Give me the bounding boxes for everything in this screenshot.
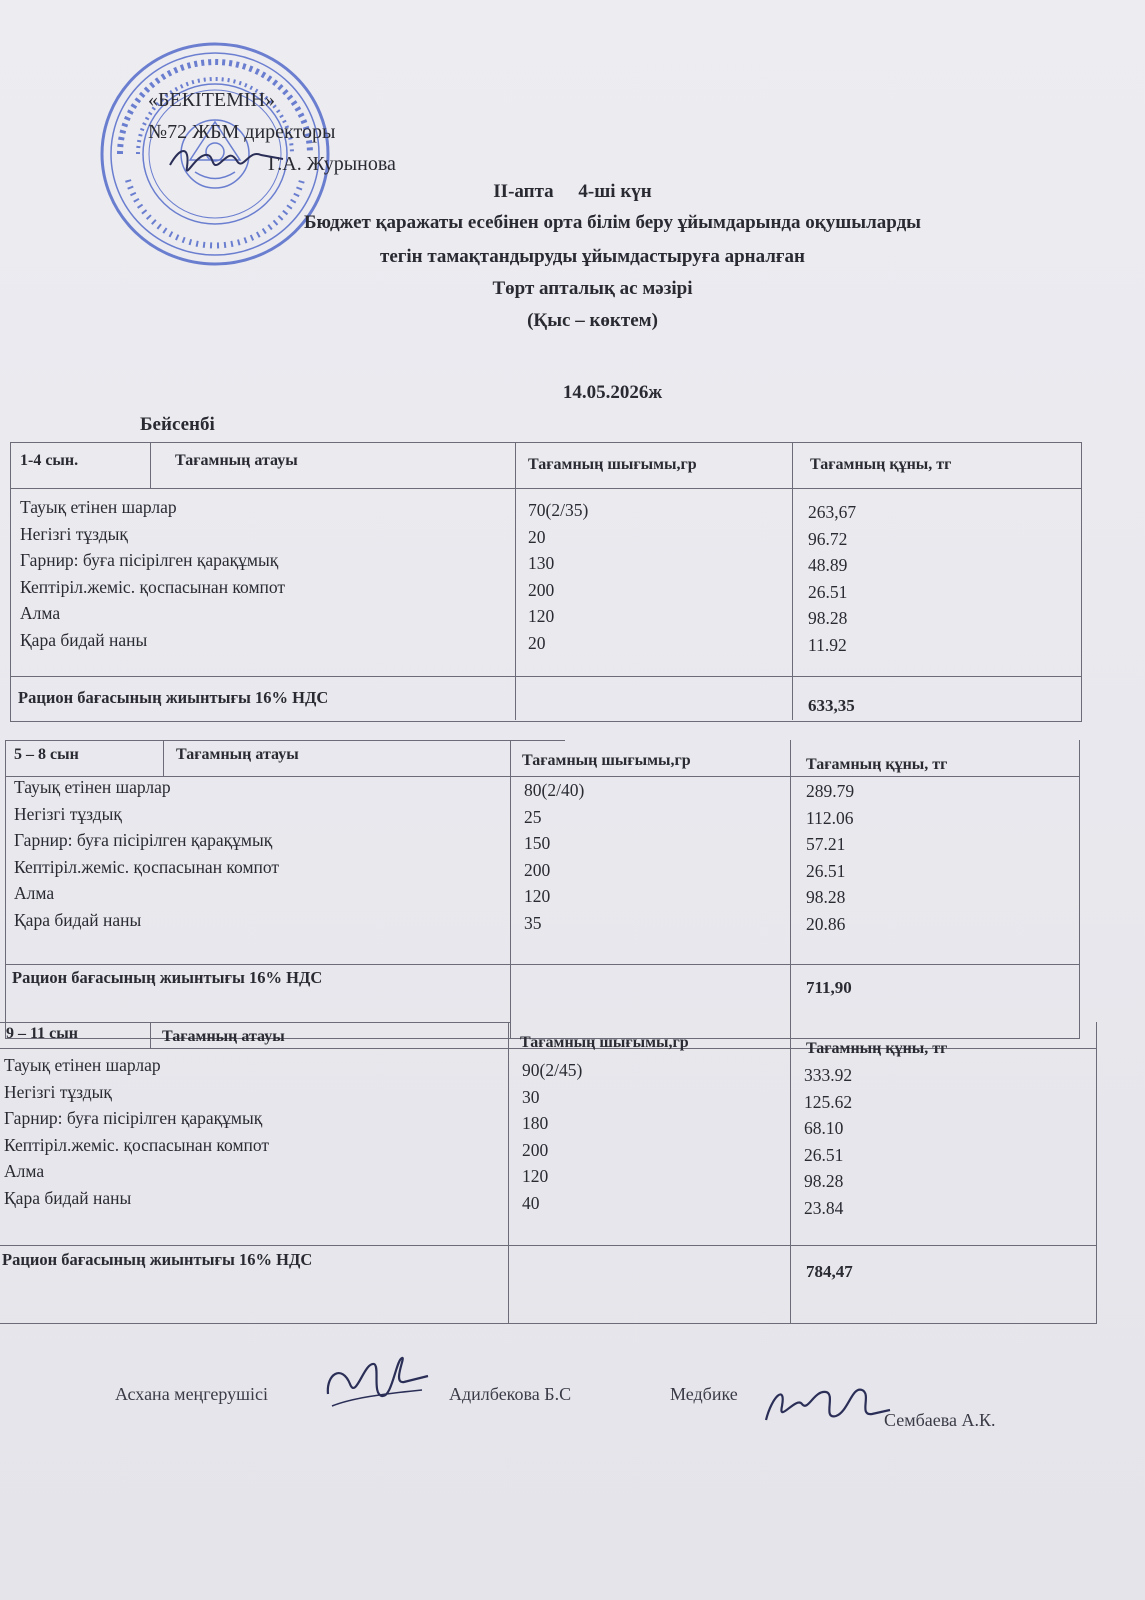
nurse-signature	[762, 1376, 892, 1436]
dish-price: 26.51	[804, 1144, 844, 1165]
dish-yield: 200	[522, 1139, 549, 1160]
dish-name: Негізгі тұздық	[4, 1081, 112, 1102]
dish-name: Алма	[14, 883, 55, 903]
total-value: 711,90	[806, 978, 852, 997]
dish-yield: 150	[524, 833, 551, 853]
dish-yield: 130	[528, 553, 555, 573]
dish-name: Тауық етінен шарлар	[4, 1055, 161, 1075]
dish-price: 333.92	[804, 1065, 853, 1085]
dish-yield: 30	[522, 1086, 540, 1107]
dish-yield: 200	[528, 579, 555, 600]
dish-yield: 40	[522, 1192, 540, 1213]
kitchen-manager-signature	[322, 1354, 432, 1420]
dish-price: 98.28	[804, 1171, 844, 1191]
dish-name: Қара бидай наны	[14, 909, 142, 930]
menu-date: 14.05.2026ж	[562, 382, 663, 403]
dish-price: 23.84	[804, 1197, 844, 1218]
dish-name: Кептіріл.жеміс. қоспасынан компот	[20, 576, 286, 597]
dish-price: 125.62	[804, 1091, 853, 1112]
dish-name: Кептіріл.жеміс. қоспасынан компот	[14, 856, 280, 877]
week-label: II-апта	[493, 181, 554, 202]
group-label: 5 – 8 сын	[14, 746, 79, 763]
header-yield: Тағамның шығымы,гр	[522, 752, 691, 769]
total-label: Рацион бағасының жиынтығы 16% НДС	[2, 1250, 313, 1269]
header-price: Тағамның құны, тг	[806, 1040, 948, 1057]
heading-line-2: тегін тамақтандыруды ұйымдастыруға арналған	[379, 246, 805, 267]
dish-price: 98.28	[808, 608, 848, 628]
header-price: Тағамның құны, тг	[806, 756, 948, 773]
dish-yield: 200	[524, 859, 551, 880]
dish-price: 263,67	[808, 502, 857, 522]
dish-price: 96.72	[808, 528, 848, 549]
header-yield: Тағамның шығымы,гр	[520, 1034, 689, 1051]
dish-price: 112.06	[806, 807, 854, 828]
kitchen-manager-name: Адилбекова Б.С	[449, 1384, 572, 1404]
heading-line-4: (Қыс – көктем)	[527, 310, 658, 331]
header-yield: Тағамның шығымы,гр	[528, 456, 697, 473]
nurse-label: Медбике	[670, 1384, 738, 1404]
dish-name: Гарнир: буға пісірілген қарақұмық	[20, 550, 279, 570]
dish-name: Кептіріл.жеміс. қоспасынан компот	[4, 1134, 270, 1155]
dish-name: Қара бидай наны	[4, 1187, 132, 1208]
weekday: Бейсенбі	[140, 414, 215, 435]
dish-yield: 90(2/45)	[522, 1060, 583, 1080]
dish-name: Негізгі тұздық	[20, 523, 128, 544]
dish-price: 48.89	[808, 555, 848, 575]
header-dish-name: Тағамның атауы	[176, 746, 299, 763]
dish-yield: 25	[524, 806, 542, 827]
director-signature	[165, 137, 285, 187]
dish-yield: 35	[524, 912, 542, 933]
heading-line-3: Төрт апталық ас мәзірі	[492, 278, 693, 299]
dish-price: 68.10	[804, 1118, 844, 1138]
nurse-name: Сембаева А.К.	[884, 1410, 996, 1430]
dish-yield: 20	[528, 526, 546, 547]
dish-name: Қара бидай наны	[20, 629, 148, 650]
group-label: 1-4 сын.	[20, 452, 79, 469]
dish-yield: 70(2/35)	[528, 500, 589, 520]
group-label: 9 – 11 сын	[6, 1025, 78, 1042]
dish-price: 11.92	[808, 634, 847, 655]
approval-name: Г.А. Журынова	[268, 153, 396, 175]
dish-yield: 120	[524, 886, 551, 906]
header-price: Тағамның құны, тг	[810, 456, 952, 473]
approval-title: «БЕКІТЕМІН»	[148, 89, 276, 111]
dish-name: Алма	[4, 1161, 45, 1181]
dish-price: 289.79	[806, 781, 855, 801]
dish-price: 26.51	[806, 860, 846, 881]
approval-position: №72 ЖБМ директоры	[148, 121, 336, 143]
total-label: Рацион бағасының жиынтығы 16% НДС	[12, 968, 323, 987]
dish-price: 26.51	[808, 581, 848, 602]
total-value: 784,47	[806, 1262, 853, 1281]
total-label: Рацион бағасының жиынтығы 16% НДС	[18, 688, 329, 707]
kitchen-manager-label: Асхана меңгерушісі	[115, 1384, 268, 1404]
dish-yield: 180	[522, 1113, 549, 1133]
dish-yield: 20	[528, 632, 546, 653]
header-dish-name: Тағамның атауы	[162, 1028, 285, 1045]
day-number: 4-ші күн	[578, 181, 652, 202]
dish-name: Тауық етінен шарлар	[20, 497, 177, 517]
header-dish-name: Тағамның атауы	[175, 452, 298, 469]
dish-name: Гарнир: буға пісірілген қарақұмық	[4, 1108, 263, 1128]
dish-price: 57.21	[806, 834, 846, 854]
dish-name: Негізгі тұздық	[14, 803, 122, 824]
dish-yield: 80(2/40)	[524, 780, 585, 800]
dish-name: Алма	[20, 603, 61, 623]
dish-price: 98.28	[806, 887, 846, 907]
dish-name: Гарнир: буға пісірілген қарақұмық	[14, 830, 273, 850]
heading-line-1: Бюджет қаражаты есебінен орта білім беру ұйымдарында оқушыларды	[303, 212, 922, 233]
dish-yield: 120	[522, 1166, 549, 1186]
dish-name: Тауық етінен шарлар	[14, 777, 171, 797]
dish-yield: 120	[528, 606, 555, 626]
dish-price: 20.86	[806, 913, 846, 934]
week-day-line	[0, 181, 1145, 203]
total-value: 633,35	[808, 696, 855, 715]
